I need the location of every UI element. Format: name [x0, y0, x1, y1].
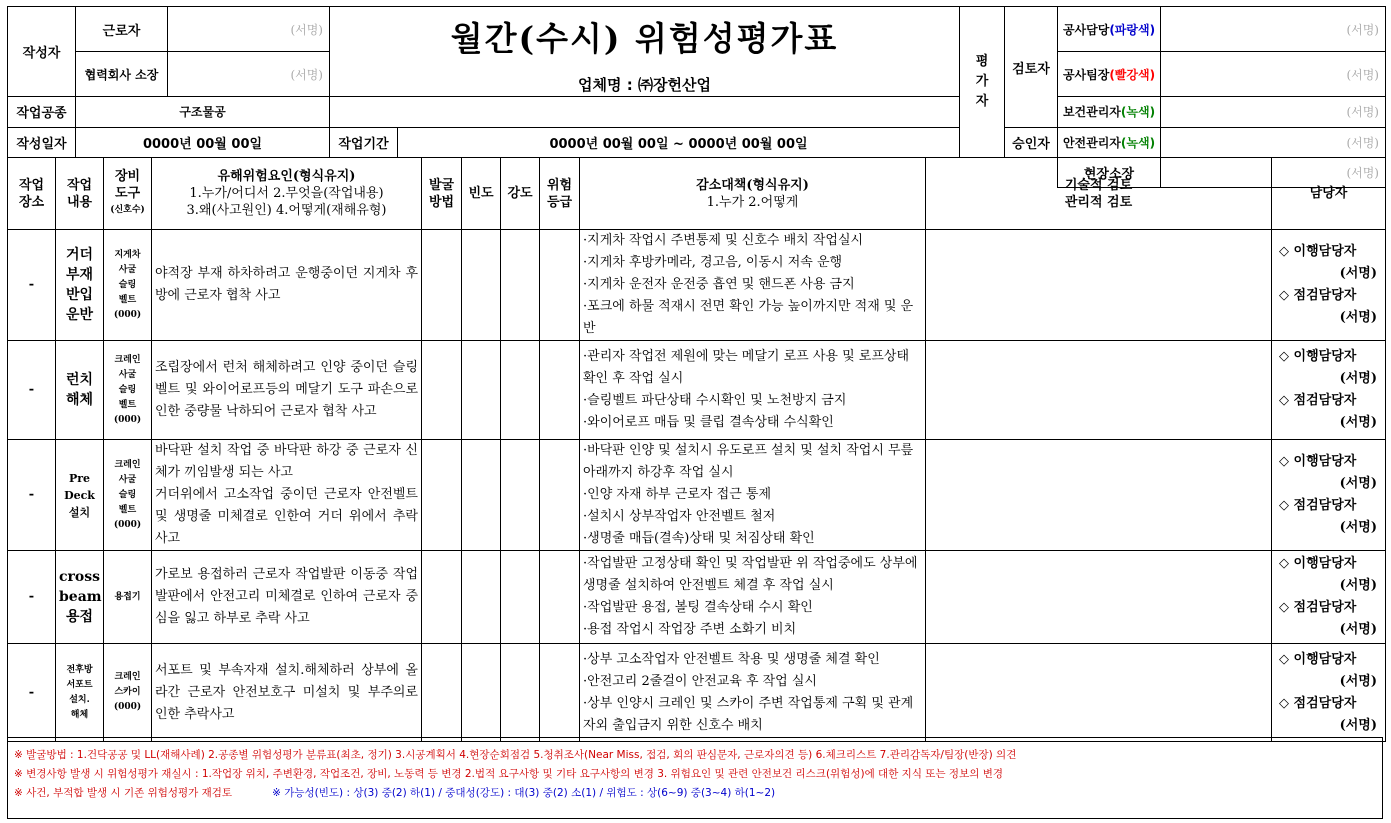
row-risk[interactable] — [540, 440, 580, 551]
row-severity[interactable] — [501, 551, 540, 644]
risk-table — [7, 157, 1386, 742]
row-hazard[interactable]: 서포트 및 부속자재 설치.해체하러 상부에 올라간 근로자 안전보호구 미설치 및 부주의로 인한 추락사고 — [152, 644, 422, 742]
row-freq[interactable] — [462, 230, 501, 341]
work-type-label: 작업공종 — [8, 97, 76, 127]
reviewer-2-signature[interactable]: (서명) — [1161, 52, 1386, 97]
row-review[interactable] — [926, 230, 1272, 341]
row-owner[interactable]: ◇ 이행담당자 (서명) ◇ 점검담당자 (서명) — [1272, 341, 1386, 440]
approver-label: 승인자 — [1012, 137, 1050, 152]
evaluator-label: 평 가 자 — [960, 7, 1005, 158]
col-method: 발굴 방법 — [422, 158, 462, 230]
row-review[interactable] — [926, 440, 1272, 551]
col-freq: 빈도 — [462, 158, 501, 230]
col-owner: 담당자 — [1272, 158, 1386, 230]
table-row — [8, 551, 1386, 644]
row-method[interactable] — [422, 644, 462, 742]
row-review[interactable] — [926, 551, 1272, 644]
author-label: 작성자 — [8, 7, 76, 97]
table-row — [8, 230, 1386, 341]
row-owner[interactable]: ◇ 이행담당자 (서명) ◇ 점검담당자 (서명) — [1272, 551, 1386, 644]
row-method[interactable] — [422, 230, 462, 341]
row-method[interactable] — [422, 551, 462, 644]
reviewer-1-signature[interactable]: (서명) — [1161, 7, 1386, 52]
row-review[interactable] — [926, 341, 1272, 440]
row-risk[interactable] — [540, 230, 580, 341]
note-line: ※ 발굴방법 : 1.건닥공공 및 LL(재해사례) 2.공종별 위험성평가 분류표(최초, 정기) 3.시공계획서 4.현장순회점검 5.청취조사(Near Miss, 접검, 회의 판심문자, 근로자의견 등) 6.체크리스트 7.관리감독자/팀장(반장) 의견 — [14, 749, 1017, 761]
note-line: ※ 가능성(빈도) : 상(3) 중(2) 하(1) / 중대성(강도) : 대(3) 중(2) 소(1) / 위험도 : 상(6~9) 중(3~4) 하(1~2) — [272, 787, 776, 799]
col-risk: 위험 등급 — [540, 158, 580, 230]
date-value[interactable]: 0000년 00월 00일 — [76, 127, 330, 157]
row-method[interactable] — [422, 440, 462, 551]
row-hazard[interactable]: 야적장 부재 하차하려고 운행중이던 지게차 후방에 근로자 협착 사고 — [152, 230, 422, 341]
row-content: 거더 부재 반입 운반 — [56, 230, 104, 341]
row-measures[interactable]: ·상부 고소작업자 안전벨트 착용 및 생명줄 체결 확인 ·안전고리 2줄걸이 안전교육 후 작업 실시 ·상부 인양시 크레인 및 스카이 주변 작업통제 구획 및 관계자외 출입금지 위한 신호수 배치 — [580, 644, 926, 742]
row-place: - — [8, 341, 56, 440]
col-measure: 감소대책(형식유지) 1.누가 2.어떻게 — [580, 158, 926, 230]
company-label: 업체명 : — [578, 76, 633, 94]
row-severity[interactable] — [501, 440, 540, 551]
col-severity: 강도 — [501, 158, 540, 230]
notes-box — [7, 737, 1383, 819]
reviewer-3: 보건관리자(녹색) — [1058, 97, 1161, 127]
partner-signature[interactable]: (서명) — [168, 52, 330, 97]
reviewer-4-signature[interactable]: (서명) — [1161, 127, 1386, 157]
worker-label: 근로자 — [76, 7, 168, 52]
title-cell — [330, 7, 960, 97]
row-measures[interactable]: ·관리자 작업전 제원에 맞는 메달기 로프 사용 및 로프상태 확인 후 작업 실시 ·슬링벨트 파단상태 수시확인 및 노천방지 금지 ·와이어로프 매듭 및 클립 결속상태 수식확인 — [580, 341, 926, 440]
row-equip: 크레인 사굴 슬링 벨트 (000) — [104, 341, 152, 440]
reviewer-label: 검토자 — [1005, 7, 1057, 128]
header-blank — [330, 97, 960, 127]
page-title: 월간(수시) 위험성평가표 — [450, 19, 839, 58]
row-freq[interactable] — [462, 341, 501, 440]
row-freq[interactable] — [462, 551, 501, 644]
table-header-row — [8, 158, 1386, 230]
col-place: 작업 장소 — [8, 158, 56, 230]
row-place: - — [8, 230, 56, 341]
worker-signature[interactable]: (서명) — [168, 7, 330, 52]
row-hazard[interactable]: 바닥판 설치 작업 중 바닥판 하강 중 근로자 신체가 끼임발생 되는 사고 거더위에서 고소작업 중이던 근로자 안전벨트 및 생명줄 미체결로 인한여 거더 위에서 추락 사고 — [152, 440, 422, 551]
row-content: 런치 해체 — [56, 341, 104, 440]
row-equip: 용접기 — [104, 551, 152, 644]
row-owner[interactable]: ◇ 이행담당자 (서명) ◇ 점검담당자 (서명) — [1272, 644, 1386, 742]
row-measures[interactable]: ·지게차 작업시 주변통제 및 신호수 배치 작업실시 ·지게차 후방카메라, 경고음, 이동시 저속 운행 ·지게차 운전자 운전중 흡연 및 핸드폰 사용 금지 ·포크에 하물 적재시 전면 확인 가능 높이까지만 적재 및 운반 — [580, 230, 926, 341]
col-hazard: 유해위험요인(형식유지) 1.누가/어디서 2.무엇을(작업내용) 3.왜(사고원인) 4.어떻게(재해유형) — [152, 158, 422, 230]
row-equip: 지게차 사굴 슬링 벨트 (000) — [104, 230, 152, 341]
row-content: 전후방 서포트 설치. 해체 — [56, 644, 104, 742]
row-risk[interactable] — [540, 341, 580, 440]
company-name: ㈜장헌산업 — [637, 76, 711, 94]
row-content: Pre Deck 설치 — [56, 440, 104, 551]
approver-name: 현장소장 — [1058, 158, 1161, 188]
row-risk[interactable] — [540, 644, 580, 742]
row-hazard[interactable]: 가로보 용접하러 근로자 작업발판 이동중 작업발판에서 안전고리 미체결로 인하여 근로자 중심을 잃고 하부로 추락 사고 — [152, 551, 422, 644]
table-row — [8, 440, 1386, 551]
row-content: cross beam 용접 — [56, 551, 104, 644]
col-content: 작업 내용 — [56, 158, 104, 230]
reviewer-approver-cell — [1005, 7, 1058, 158]
table-row — [8, 644, 1386, 742]
reviewer-1: 공사담당(파랑색) — [1058, 7, 1161, 52]
date-label: 작성일자 — [8, 127, 76, 157]
row-severity[interactable] — [501, 230, 540, 341]
approver-signature[interactable]: (서명) — [1161, 158, 1386, 188]
reviewer-3-signature[interactable]: (서명) — [1161, 97, 1386, 127]
reviewer-4: 안전관리자(녹색) — [1058, 127, 1161, 157]
col-equip: 장비 도구 (신호수) — [104, 158, 152, 230]
row-severity[interactable] — [501, 644, 540, 742]
row-owner[interactable]: ◇ 이행담당자 (서명) ◇ 점검담당자 (서명) — [1272, 440, 1386, 551]
table-row — [8, 341, 1386, 440]
col-review: 기술적 검토 관리적 검토 — [926, 158, 1272, 230]
row-owner[interactable]: ◇ 이행담당자 (서명) ◇ 점검담당자 (서명) — [1272, 230, 1386, 341]
row-measures[interactable]: ·작업발판 고정상태 확인 및 작업발판 위 작업중에도 상부에 생명줄 설치하여 안전벨트 체결 후 작업 실시 ·작업발판 용접, 볼팅 결속상태 수시 확인 ·용접 작업시 작업장 주변 소화기 비치 — [580, 551, 926, 644]
company-line — [333, 74, 956, 95]
row-risk[interactable] — [540, 551, 580, 644]
row-severity[interactable] — [501, 341, 540, 440]
period-value[interactable]: 0000년 00월 00일 ~ 0000년 00월 00일 — [398, 127, 960, 157]
reviewer-2: 공사팀장(빨강색) — [1058, 52, 1161, 97]
period-label: 작업기간 — [330, 127, 398, 157]
row-place: - — [8, 440, 56, 551]
row-place: - — [8, 551, 56, 644]
note-line — [14, 784, 1376, 803]
partner-label: 협력회사 소장 — [76, 52, 168, 97]
row-equip: 크레인 사굴 슬링 벨트 (000) — [104, 440, 152, 551]
note-line: ※ 변경사항 발생 시 위험성평가 재실시 : 1.작업장 위치, 주변환경, 작업조건, 장비, 노동력 등 변경 2.법적 요구사항 및 기타 요구사항의 변경 3. 위험요인 및 관련 안전보건 리스크(위험성)에 대한 지식 또는 정보의 변경 — [14, 768, 1003, 780]
work-type-value[interactable]: 구조물공 — [76, 97, 330, 127]
row-measures[interactable]: ·바닥판 인양 및 설치시 유도로프 설치 및 설치 작업시 무릎아래까지 하강후 작업 실시 ·인양 자재 하부 근로자 접근 통제 ·설치시 상부작업자 안전벨트 철저 ·생명줄 매듭(결속)상태 및 처짐상태 확인 — [580, 440, 926, 551]
row-equip: 크레인 스카이 (000) — [104, 644, 152, 742]
row-freq[interactable] — [462, 644, 501, 742]
note-line: ※ 사건, 부적합 발생 시 기존 위험성평가 재검토 — [14, 787, 233, 799]
row-hazard[interactable]: 조립장에서 런처 해체하려고 인양 중이던 슬링벨트 및 와이어로프등의 메달기 도구 파손으로 인한 중량물 낙하되어 근로자 협착 사고 — [152, 341, 422, 440]
row-method[interactable] — [422, 341, 462, 440]
row-review[interactable] — [926, 644, 1272, 742]
row-freq[interactable] — [462, 440, 501, 551]
row-place: - — [8, 644, 56, 742]
